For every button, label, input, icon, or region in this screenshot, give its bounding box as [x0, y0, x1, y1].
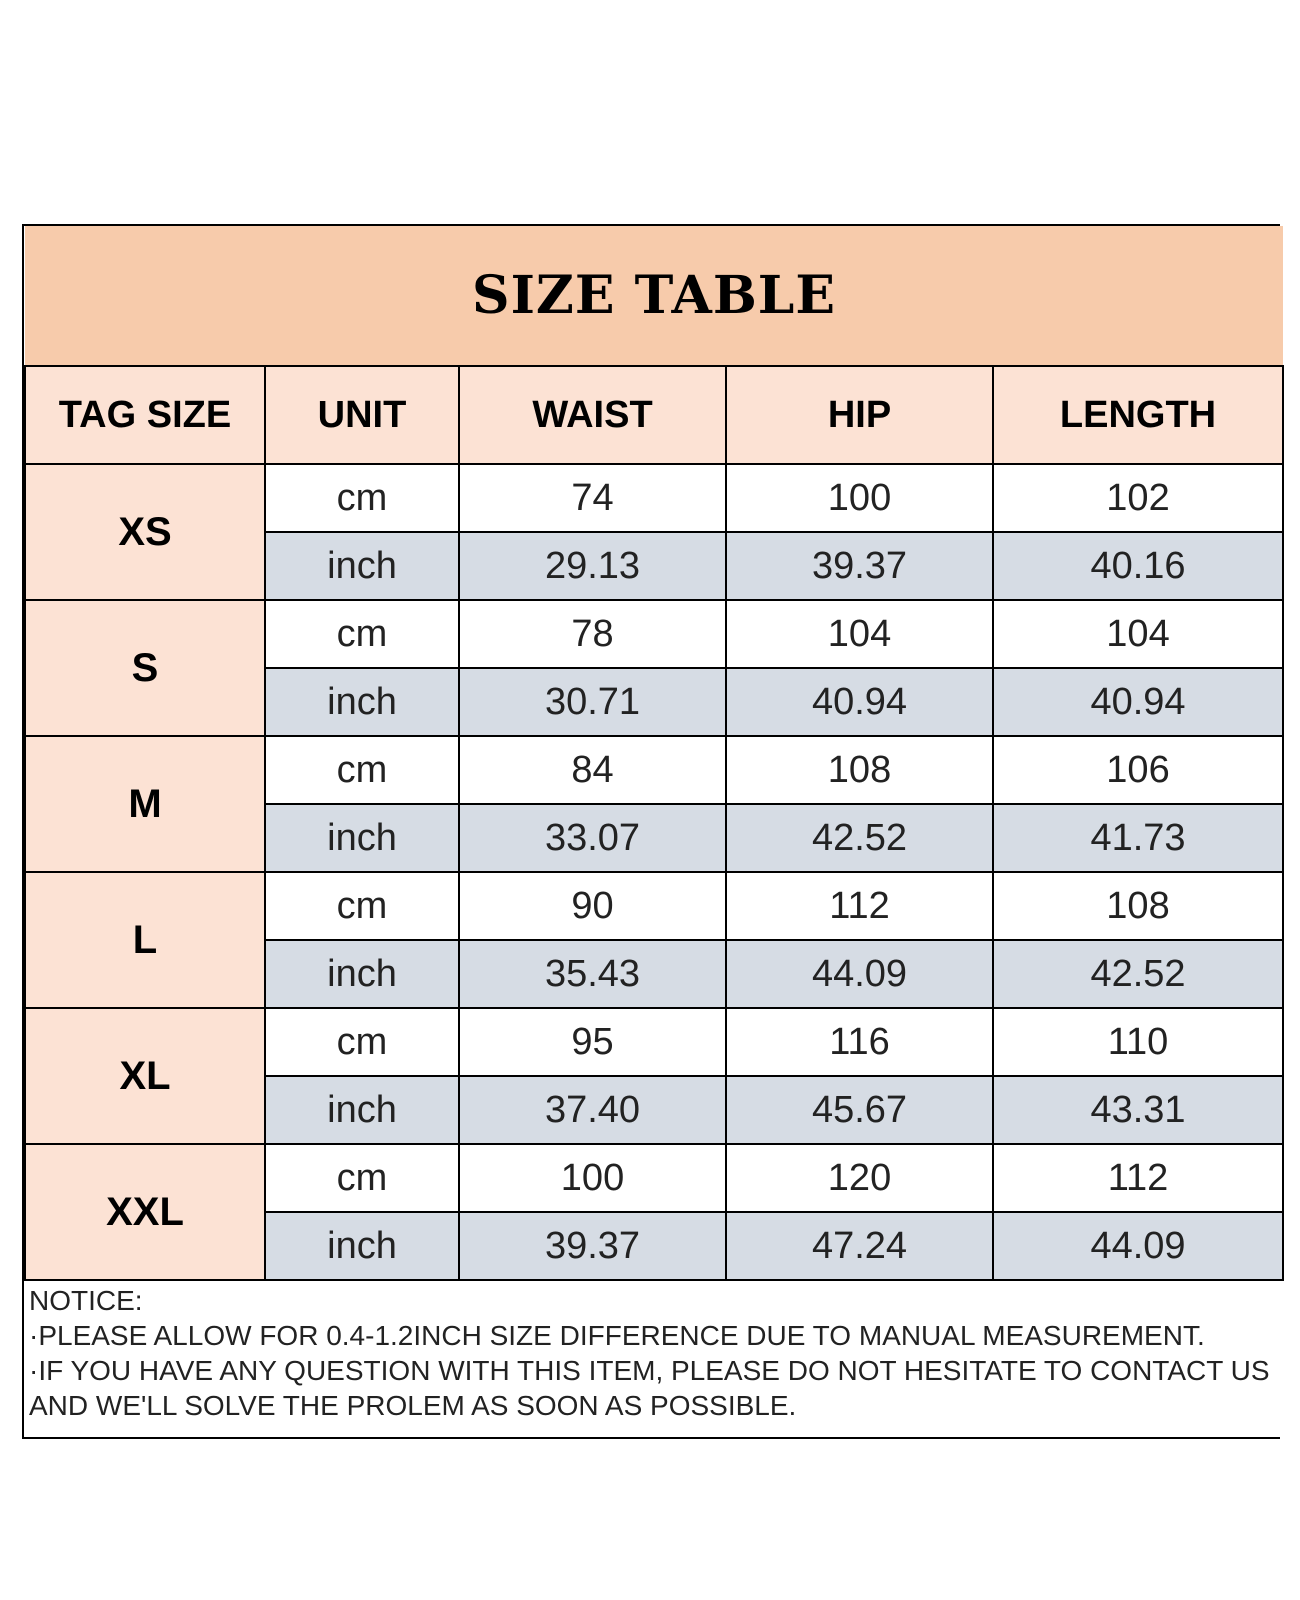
hip-cell: 100: [726, 464, 993, 532]
length-cell: 40.16: [993, 532, 1283, 600]
notice-row: [25, 1280, 1283, 1437]
waist-cell: 33.07: [459, 804, 726, 872]
hip-cell: 104: [726, 600, 993, 668]
hip-cell: 108: [726, 736, 993, 804]
notice-line: ·IF YOU HAVE ANY QUESTION WITH THIS ITEM, PLEASE DO NOT HESITATE TO CONTACT US AND WE'LL SOLVE THE PROLEM AS SOON AS POSSIBLE.: [29, 1355, 1270, 1421]
waist-cell: 90: [459, 872, 726, 940]
size-table: [24, 226, 1284, 1437]
hip-cell: 120: [726, 1144, 993, 1212]
length-cell: 102: [993, 464, 1283, 532]
hip-cell: 44.09: [726, 940, 993, 1008]
table-row: [25, 1008, 1283, 1076]
size-table-container: [22, 224, 1280, 1439]
hip-cell: 112: [726, 872, 993, 940]
notice-heading: NOTICE:: [29, 1285, 143, 1316]
unit-cell: cm: [265, 1008, 459, 1076]
hip-cell: 45.67: [726, 1076, 993, 1144]
table-title: SIZE TABLE: [25, 226, 1283, 366]
length-cell: 44.09: [993, 1212, 1283, 1280]
header-waist: WAIST: [459, 366, 726, 464]
waist-cell: 29.13: [459, 532, 726, 600]
notice-line: ·PLEASE ALLOW FOR 0.4-1.2INCH SIZE DIFFERENCE DUE TO MANUAL MEASUREMENT.: [29, 1320, 1205, 1351]
unit-cell: cm: [265, 600, 459, 668]
hip-cell: 116: [726, 1008, 993, 1076]
length-cell: 108: [993, 872, 1283, 940]
waist-cell: 30.71: [459, 668, 726, 736]
table-row: [25, 872, 1283, 940]
hip-cell: 39.37: [726, 532, 993, 600]
header-unit: UNIT: [265, 366, 459, 464]
length-cell: 106: [993, 736, 1283, 804]
header-length: LENGTH: [993, 366, 1283, 464]
length-cell: 40.94: [993, 668, 1283, 736]
header-hip: HIP: [726, 366, 993, 464]
length-cell: 110: [993, 1008, 1283, 1076]
table-row: [25, 1144, 1283, 1212]
length-cell: 42.52: [993, 940, 1283, 1008]
unit-cell: inch: [265, 804, 459, 872]
table-row: [25, 464, 1283, 532]
unit-cell: inch: [265, 668, 459, 736]
table-row: [25, 600, 1283, 668]
table-row: [25, 736, 1283, 804]
length-cell: 43.31: [993, 1076, 1283, 1144]
hip-cell: 40.94: [726, 668, 993, 736]
unit-cell: cm: [265, 736, 459, 804]
waist-cell: 95: [459, 1008, 726, 1076]
notice-block: [25, 1280, 1283, 1437]
header-row: [25, 366, 1283, 464]
tag-size-cell: XL: [25, 1008, 265, 1144]
tag-size-cell: L: [25, 872, 265, 1008]
tag-size-cell: S: [25, 600, 265, 736]
unit-cell: cm: [265, 464, 459, 532]
length-cell: 104: [993, 600, 1283, 668]
waist-cell: 35.43: [459, 940, 726, 1008]
unit-cell: inch: [265, 1212, 459, 1280]
waist-cell: 39.37: [459, 1212, 726, 1280]
header-tag-size: TAG SIZE: [25, 366, 265, 464]
unit-cell: cm: [265, 1144, 459, 1212]
tag-size-cell: XS: [25, 464, 265, 600]
unit-cell: inch: [265, 940, 459, 1008]
waist-cell: 37.40: [459, 1076, 726, 1144]
waist-cell: 100: [459, 1144, 726, 1212]
waist-cell: 74: [459, 464, 726, 532]
waist-cell: 84: [459, 736, 726, 804]
hip-cell: 42.52: [726, 804, 993, 872]
unit-cell: inch: [265, 1076, 459, 1144]
waist-cell: 78: [459, 600, 726, 668]
tag-size-cell: XXL: [25, 1144, 265, 1280]
tag-size-cell: M: [25, 736, 265, 872]
length-cell: 41.73: [993, 804, 1283, 872]
title-row: [25, 226, 1283, 366]
length-cell: 112: [993, 1144, 1283, 1212]
unit-cell: cm: [265, 872, 459, 940]
hip-cell: 47.24: [726, 1212, 993, 1280]
unit-cell: inch: [265, 532, 459, 600]
